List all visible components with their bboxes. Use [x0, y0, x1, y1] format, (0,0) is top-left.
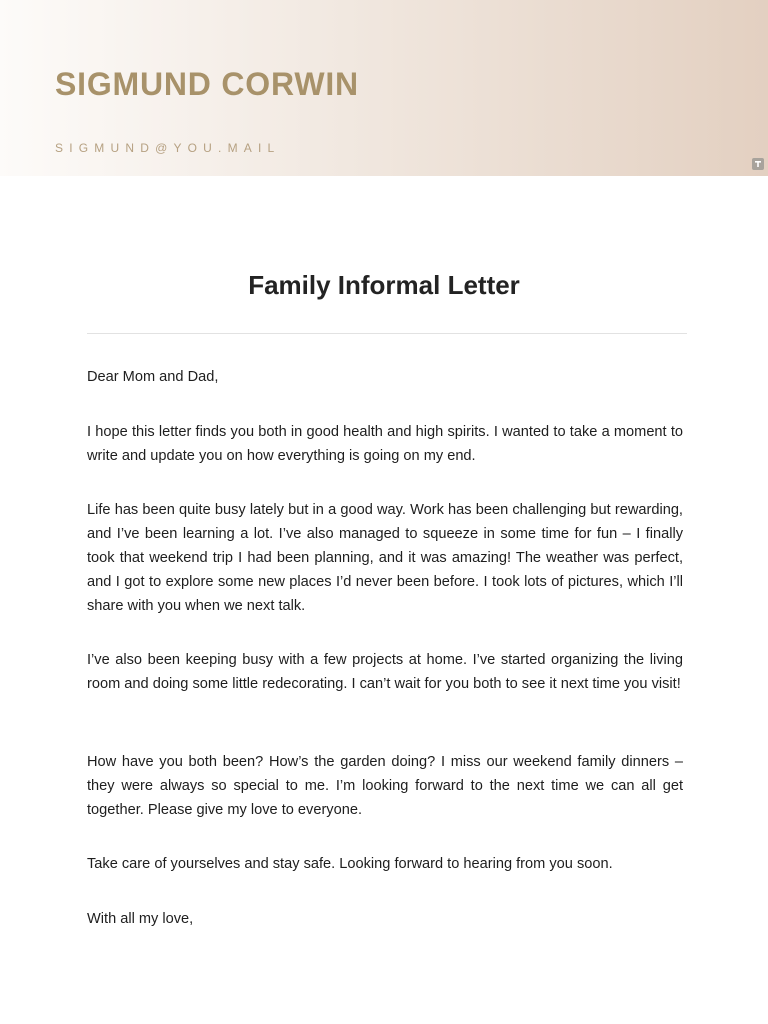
letter-title: Family Informal Letter: [248, 270, 520, 300]
letterhead-banner: [0, 0, 768, 176]
letter-paragraph: Take care of yourselves and stay safe. Looking forward to hearing from you soon.: [87, 856, 613, 872]
template-logo-icon: [752, 158, 764, 170]
title-divider: [87, 333, 687, 334]
letter-paragraph: I hope this letter finds you both in good health and high spirits. I wanted to take a moment to write and update you on how everything is going on my end.: [87, 424, 683, 464]
sender-name: SIGMUND CORWIN: [55, 66, 359, 102]
letter-closing: With all my love,: [87, 911, 194, 927]
letter-paragraph: I’ve also been keeping busy with a few projects at home. I’ve started organizing the living room and doing some little redecorating. I can’t wait for you both to see it next time you visit!: [87, 652, 683, 692]
letter-greeting: Dear Mom and Dad,: [87, 369, 219, 385]
sender-email: SIGMUND@YOU.MAIL: [55, 141, 281, 155]
letter-paragraph: How have you both been? How’s the garden doing? I miss our weekend family dinners – they were always so special to me. I’m looking forward to the next time we can all get together. Please give my love to everyone.: [87, 754, 683, 818]
letter-paragraph: Life has been quite busy lately but in a good way. Work has been challenging but rewarding, and I’ve been learning a lot. I’ve also managed to squeeze in some time for fun – I finally took that weekend trip I had been planning, and it was amazing! The weather was perfect, and I got to explore some new places I’d never been before. I took lots of pictures, which I’ll share with you when we next talk.: [87, 502, 683, 614]
